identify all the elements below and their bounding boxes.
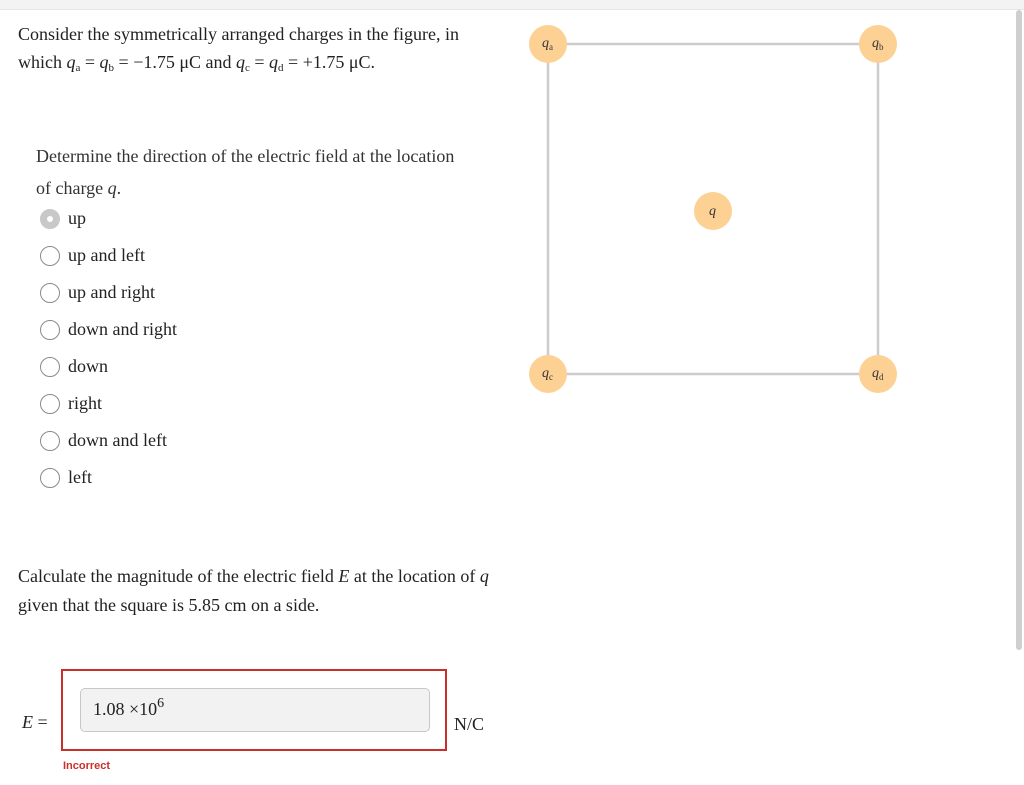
problem-intro xyxy=(18,20,498,76)
option-up-and-right[interactable] xyxy=(40,274,177,311)
answer-eq: = xyxy=(33,712,48,732)
answer-value: 1.08 ×10 xyxy=(93,699,158,719)
charge-qc-label: $q_c$ xyxy=(542,366,553,382)
option-label: up and right xyxy=(68,282,155,302)
option-down-and-left[interactable] xyxy=(40,422,177,459)
var-q: q xyxy=(66,52,76,72)
pos-value: = +1.75 μC. xyxy=(283,52,376,72)
question1-var: q xyxy=(107,178,117,198)
charge-qa-label: $q_a$ xyxy=(542,36,553,52)
var-E: E xyxy=(338,566,350,586)
option-label: right xyxy=(68,393,102,413)
answer-input[interactable] xyxy=(80,688,430,732)
var-q: q xyxy=(269,52,279,72)
charge-square-figure xyxy=(520,15,920,405)
radio-button[interactable] xyxy=(40,283,60,303)
sub-d: d xyxy=(278,62,284,74)
option-up[interactable] xyxy=(40,200,177,237)
var-q: q xyxy=(236,52,245,72)
feedback-incorrect: Incorrect xyxy=(63,760,111,772)
radio-button[interactable] xyxy=(40,357,60,377)
charge-qd-label: $q_d$ xyxy=(872,366,884,382)
option-left[interactable] xyxy=(40,459,177,496)
radio-button[interactable] xyxy=(40,394,60,414)
var-q: q xyxy=(479,566,489,586)
charge-qd xyxy=(859,355,897,393)
question1-text: Determine the direction of the electric field at the location of charge xyxy=(36,146,455,198)
neg-value: = −1.75 μC and xyxy=(114,52,236,72)
answer-label xyxy=(22,712,48,733)
eq: = xyxy=(80,52,100,72)
scrollbar[interactable] xyxy=(1016,10,1022,650)
eq: = xyxy=(249,52,270,72)
answer-unit: N/C xyxy=(454,714,485,734)
radio-button[interactable] xyxy=(40,468,60,488)
option-label: up and left xyxy=(68,245,145,265)
var-q: q xyxy=(99,52,109,72)
option-label: down and right xyxy=(68,319,177,339)
radio-button-selected[interactable] xyxy=(40,209,60,229)
option-right[interactable] xyxy=(40,385,177,422)
option-label: down xyxy=(68,356,108,376)
radio-button[interactable] xyxy=(40,320,60,340)
question2-part1: Calculate the magnitude of the electric field xyxy=(18,566,339,586)
sub-a: a xyxy=(75,62,81,74)
charge-q xyxy=(694,192,732,230)
charge-qa xyxy=(529,25,567,63)
radio-button[interactable] xyxy=(40,246,60,266)
charge-qc xyxy=(529,355,567,393)
option-label: down and left xyxy=(68,430,167,450)
intro-line1: Consider the symmetrically arranged charges in the figure, in xyxy=(18,24,460,44)
charge-qb-label: $q_b$ xyxy=(872,36,884,52)
radio-button[interactable] xyxy=(40,431,60,451)
direction-options xyxy=(40,200,177,496)
magnitude-question xyxy=(18,562,508,620)
answer-exponent: 6 xyxy=(157,696,165,711)
question1-end: . xyxy=(116,178,122,198)
option-down-and-right[interactable] xyxy=(40,311,177,348)
option-label: up xyxy=(68,208,86,228)
sub-c: c xyxy=(245,62,250,74)
charge-qb xyxy=(859,25,897,63)
question2-part3: given that the square is 5.85 cm on a side. xyxy=(18,595,320,615)
intro-which: which xyxy=(18,52,67,72)
option-up-and-left[interactable] xyxy=(40,237,177,274)
option-down[interactable] xyxy=(40,348,177,385)
top-bar xyxy=(0,0,1024,10)
sub-b: b xyxy=(108,62,115,74)
charge-q-label: q xyxy=(709,204,716,219)
question2-part2: at the location of xyxy=(349,566,480,586)
direction-question xyxy=(36,140,466,204)
option-label: left xyxy=(68,467,92,487)
answer-var: E xyxy=(22,712,33,732)
